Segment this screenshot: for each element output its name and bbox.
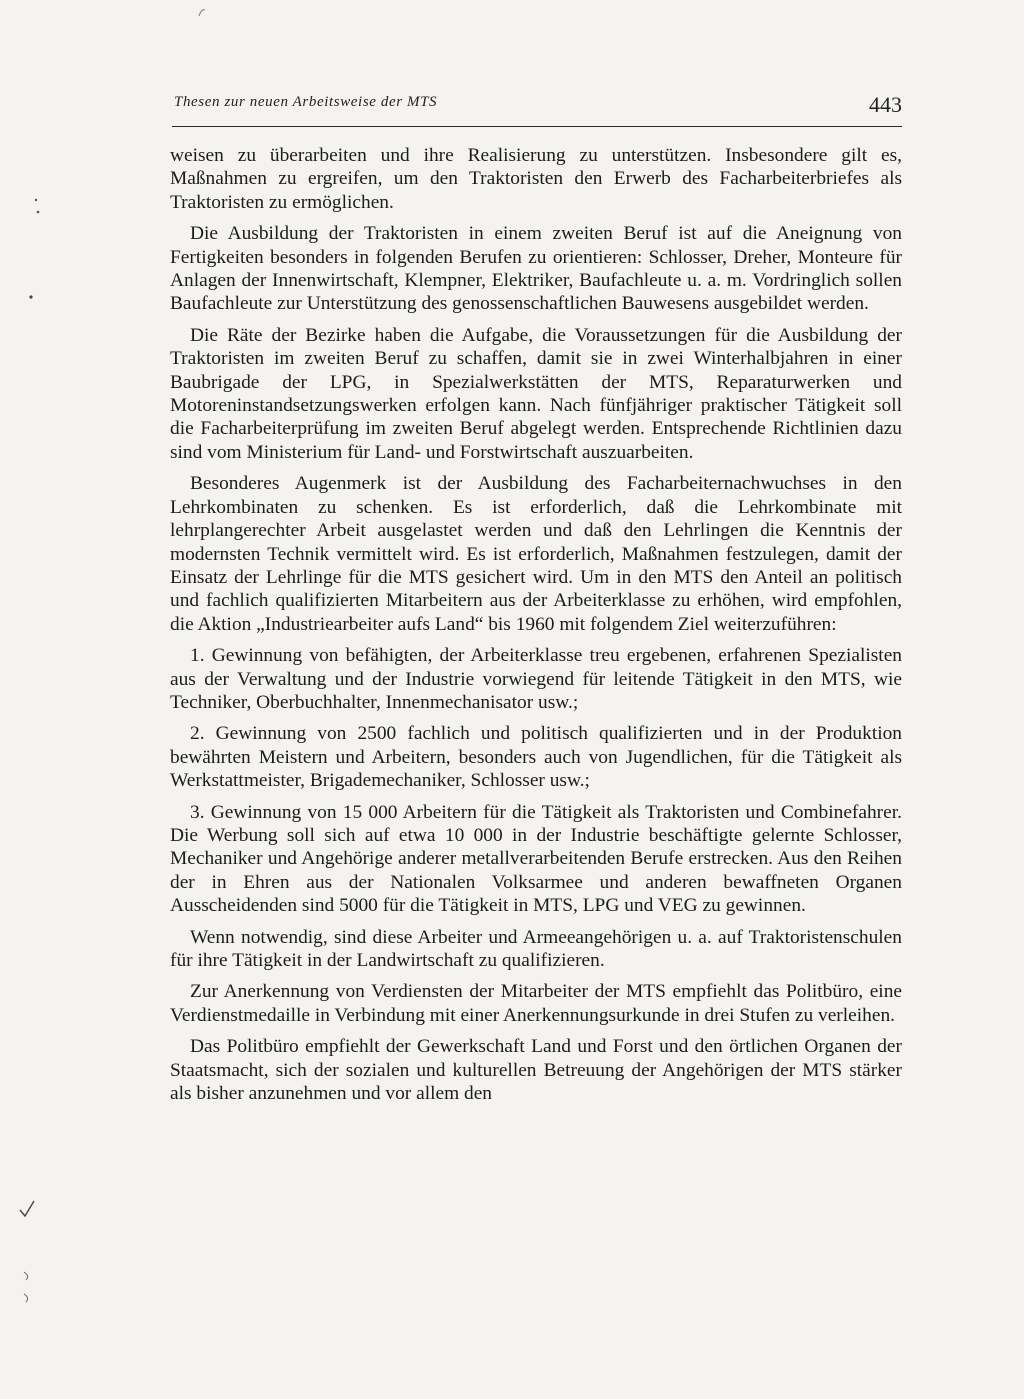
page-number: 443: [869, 92, 902, 117]
body-text: [170, 144, 902, 1113]
margin-scan-mark: [30, 196, 44, 218]
margin-scan-mark: [26, 292, 36, 302]
margin-scan-mark: [20, 1268, 36, 1308]
list-item-3: 3. Gewinnung von 15 000 Arbeitern für die Tätigkeit als Traktoristen und Combinefahrer. Die Werbung soll sich auf etwa 10 000 in der Industrie beschäftigte gelernte Schlosser, Mechaniker und Angehörige anderer metallverarbeitenden Berufe erstrecken. Aus den Reihen der in Ehren aus der Nationalen Volksarmee und anderen bewaffneten Organen Ausscheidenden sind 5000 für die Tätigkeit in MTS, LPG und VEG zu gewinnen.: [170, 801, 902, 917]
list-item-1: 1. Gewinnung von befähigten, der Arbeiterklasse treu ergebenen, erfahrenen Spezialisten aus der Verwaltung und der Industrie vorwiegend für leitende Tätigkeit in den MTS, wie Techniker, Oberbuchhalter, Innenmechanisator usw.;: [170, 645, 902, 713]
paragraph-second-profession: Die Ausbildung der Traktoristen in einem zweiten Beruf ist auf die Aneignung von Fertigkeiten besonders in folgenden Berufen zu orientieren: Schlosser, Dreher, Monteure für Anlagen der Innenwirtschaft, Klempner, Elektriker, Baufachleute u. a. m. Vordringlich sollen Baufachleute zur Unterstützung des genossenschaftlichen Bauwesens ausgebildet werden.: [170, 223, 902, 315]
paragraph-qualification: Wenn notwendig, sind diese Arbeiter und Armeeangehörigen u. a. auf Traktoristenschulen für ihre Tätigkeit in der Landwirtschaft zu qualifizieren.: [170, 926, 902, 971]
top-scan-mark: [196, 6, 208, 20]
paragraph-continuation: weisen zu überarbeiten und ihre Realisierung zu unterstützen. Insbesondere gilt es, Maßnahmen zu ergreifen, um den Traktoristen den Erwerb des Facharbeiterbriefes als Traktoristen zu ermöglichen.: [170, 145, 902, 213]
paragraph-social-care: Das Politbüro empfiehlt der Gewerkschaft Land und Forst und den örtlichen Organen der Staatsmacht, sich der sozialen und kulturellen Betreuung der Angehörigen der MTS stärker als bisher anzunehmen und vor allem den: [170, 1036, 902, 1105]
paragraph-apprentices: Besonderes Augenmerk ist der Ausbildung des Facharbeiternachwuchses in den Lehrkombinaten zu schenken. Es ist erforderlich, daß die Lehrkombinate mit lehrplangerechter Arbeit ausgelastet werden und daß den Lehrlingen die Kenntnis der modernsten Technik vermittelt wird. Es ist erforderlich, Maßnahmen festzulegen, damit der Einsatz der Lehrlinge für die MTS gesichert wird. Um in den MTS den Anteil an politisch und fachlich qualifizierten Mitarbeitern aus der Arbeiterklasse zu erhöhen, wird empfohlen, die Aktion „Industriearbeiter aufs Land“ bis 1960 mit folgendem Ziel weiterzuführen:: [170, 473, 902, 635]
running-header: [172, 88, 902, 127]
margin-check-mark: [18, 1198, 36, 1220]
paragraph-district-councils: Die Räte der Bezirke haben die Aufgabe, die Voraussetzungen für die Ausbildung der Traktoristen im zweiten Beruf zu schaffen, damit sie in zwei Winterhalbjahren in einer Baubrigade der LPG, in Spezialwerkstätten der MTS, Reparaturwerken und Motoreninstandsetzungswerken erfolgen kann. Nach fünfjähriger praktischer Tätigkeit soll die Facharbeiterprüfung im zweiten Beruf abgelegt werden. Entsprechende Richtlinien dazu sind vom Ministerium für Land- und Forstwirtschaft auszuarbeiten.: [170, 324, 902, 463]
list-item-2: 2. Gewinnung von 2500 fachlich und politisch qualifizierten und in der Produktion bewährten Meistern und Arbeitern, besonders auch von Jugendlichen, für die Tätigkeit als Werkstattmeister, Brigademechaniker, Schlosser usw.;: [170, 723, 902, 792]
header-title: Thesen zur neuen Arbeitsweise der MTS: [174, 94, 438, 110]
paragraph-medal: Zur Anerkennung von Verdiensten der Mitarbeiter der MTS empfiehlt das Politbüro, eine Verdienstmedaille in Verbindung mit einer Anerkennungsurkunde in drei Stufen zu verleihen.: [170, 981, 902, 1026]
